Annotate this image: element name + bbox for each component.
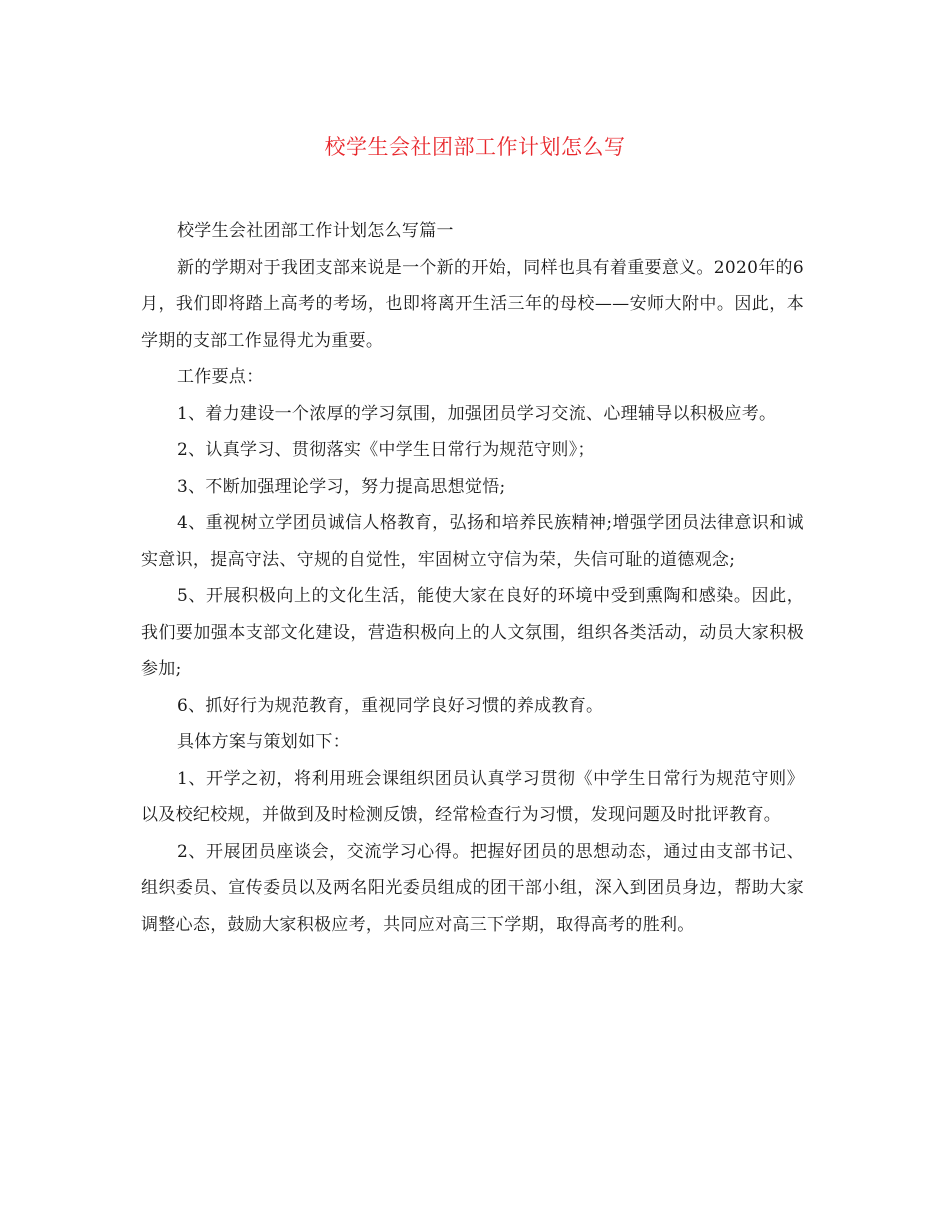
document-body bbox=[141, 213, 804, 943]
paragraph-key-point-1: 1、着力建设一个浓厚的学习氛围，加强团员学习交流、心理辅导以积极应考。 bbox=[177, 403, 777, 424]
paragraph-plan-1: 1、开学之初，将利用班会课组织团员认真学习贯彻《中学生日常行为规范守则》以及校纪校规，并做到及时检测反馈，经常检查行为习惯，发现问题及时批评教育。 bbox=[141, 768, 804, 825]
document-title: 校学生会社团部工作计划怎么写 bbox=[324, 135, 626, 159]
paragraph-key-point-6: 6、抓好行为规范教育，重视同学良好习惯的养成教育。 bbox=[177, 695, 604, 716]
paragraph-key-point-5: 5、开展积极向上的文化生活，能使大家在良好的环境中受到熏陶和感染。因此，我们要加强本支部文化建设，营造积极向上的人文氛围，组织各类活动，动员大家积极参加; bbox=[141, 586, 804, 679]
paragraph-key-point-4: 4、重视树立学团员诚信人格教育，弘扬和培养民族精神;增强学团员法律意识和诚实意识，提高守法、守规的自觉性，牢固树立守信为荣，失信可耻的道德观念; bbox=[141, 513, 804, 570]
paragraph-key-points-heading: 工作要点： bbox=[177, 367, 264, 387]
paragraph-key-point-2: 2、认真学习、贯彻落实《中学生日常行为规范守则》； bbox=[177, 440, 595, 460]
paragraph-plan-heading: 具体方案与策划如下： bbox=[177, 732, 350, 752]
paragraph-intro: 新的学期对于我团支部来说是一个新的开始，同样也具有着重要意义。2020年的6月，我们即将踏上高考的考场，也即将离开生活三年的母校——安师大附中。因此，本学期的支部工作显得尤为重要。 bbox=[141, 257, 804, 351]
paragraph-section-heading: 校学生会社团部工作计划怎么写篇一 bbox=[177, 221, 454, 241]
paragraph-plan-2: 2、开展团员座谈会，交流学习心得。把握好团员的思想动态，通过由支部书记、组织委员、宣传委员以及两名阳光委员组成的团干部小组，深入到团员身边，帮助大家调整心态，鼓励大家积极应考，共同应对高三下学期，取得高考的胜利。 bbox=[141, 841, 804, 935]
paragraph-key-point-3: 3、不断加强理论学习，努力提高思想觉悟; bbox=[177, 476, 506, 497]
